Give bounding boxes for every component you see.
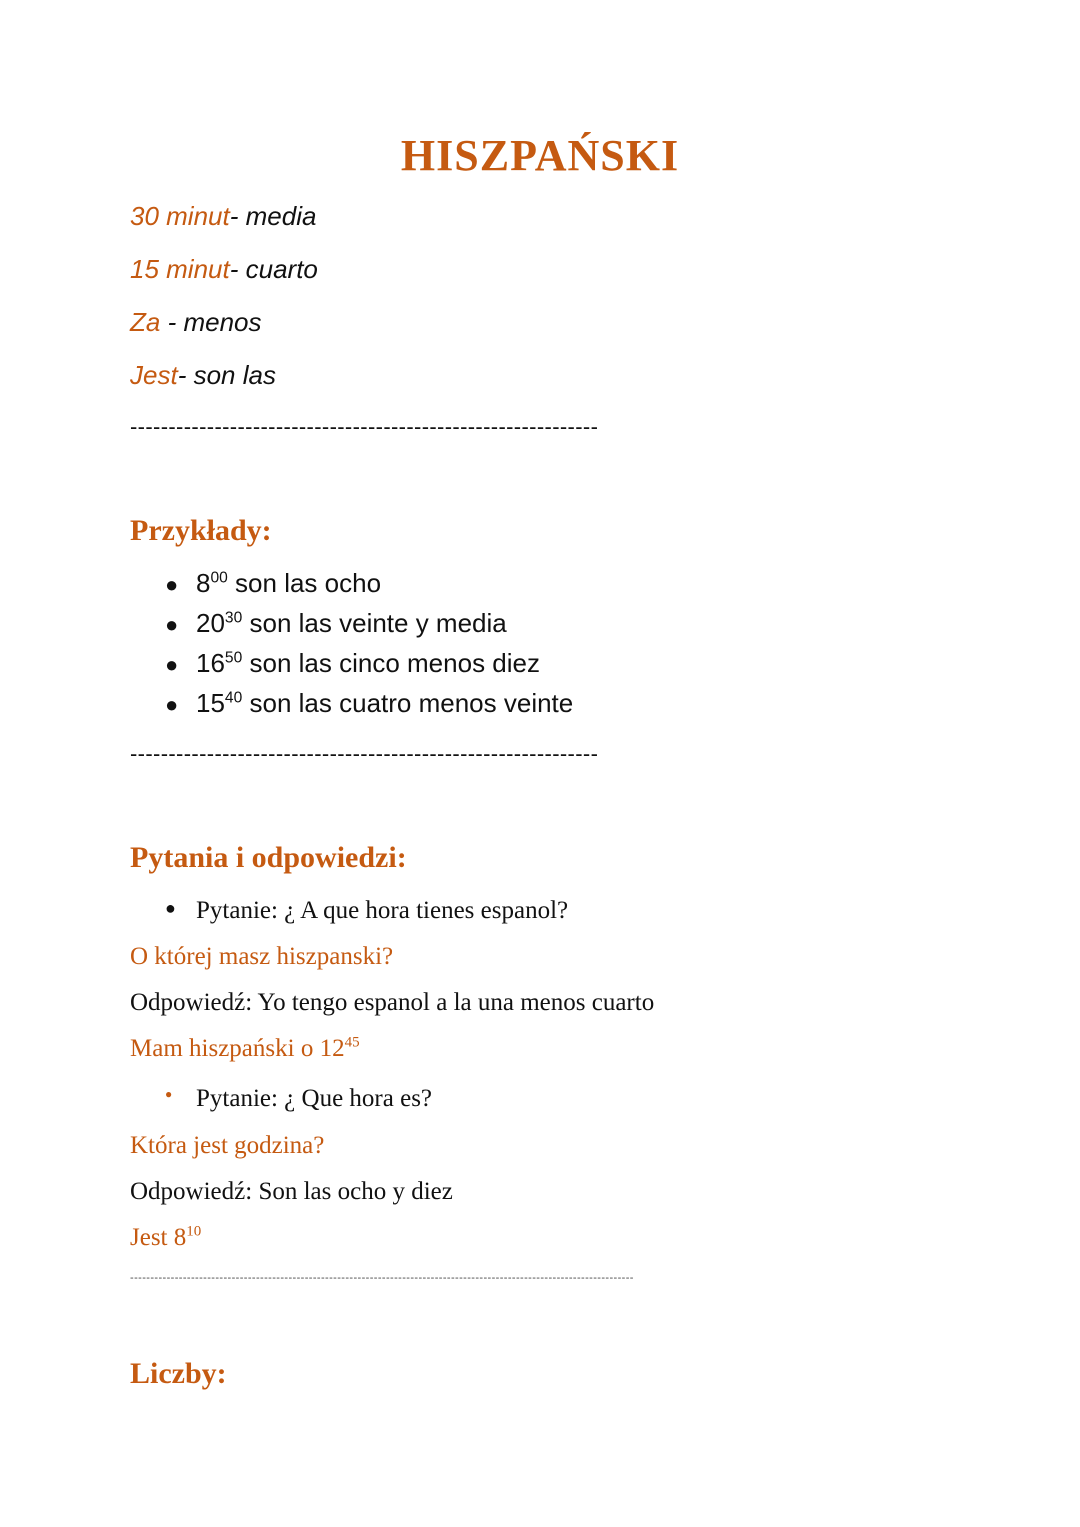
vocab-spanish: son las (193, 360, 276, 390)
example-item (165, 648, 540, 679)
answer-translation (130, 1224, 201, 1252)
answer-translation-minutes: 45 (344, 1034, 360, 1051)
bullet-icon: ● (165, 692, 179, 717)
examples-heading: Przykłady: (130, 514, 272, 547)
answer-translation (130, 1035, 360, 1063)
vocab-item (130, 201, 316, 232)
example-text: son las ocho (227, 568, 382, 598)
vocab-item (130, 360, 276, 391)
example-text: son las cuatro menos veinte (242, 688, 574, 718)
question (165, 1085, 432, 1113)
vocab-separator: - (160, 307, 184, 337)
vocab-polish: Za (130, 307, 161, 337)
bullet-icon: ● (165, 898, 176, 918)
vocab-polish: Jest (130, 360, 178, 390)
answer-translation-text: Mam hiszpański o 12 (130, 1035, 345, 1062)
example-item (165, 688, 573, 719)
vocab-spanish: cuarto (245, 254, 318, 284)
vocab-spanish: media (245, 201, 317, 231)
answer: Odpowiedź: Son las ocho y diez (130, 1178, 453, 1205)
bullet-icon: ● (165, 1087, 173, 1101)
numbers-heading: Liczby: (130, 1357, 227, 1390)
example-minutes: 00 (210, 569, 228, 587)
question-text: Pytanie: ¿ Que hora es? (196, 1085, 433, 1112)
divider: ------------------------------------------------------------- (130, 741, 599, 766)
example-minutes: 30 (224, 609, 243, 627)
answer-translation-minutes: 10 (186, 1223, 202, 1240)
question-translation: Która jest godzina? (130, 1132, 325, 1159)
vocab-spanish: menos (183, 307, 262, 337)
vocab-item (130, 254, 318, 285)
question (165, 897, 568, 925)
example-hour: 16 (196, 648, 225, 678)
vocab-separator: - (229, 201, 246, 231)
vocab-separator: - (177, 360, 194, 390)
question-text: Pytanie: ¿ A que hora tienes espanol? (196, 897, 569, 924)
vocab-polish: 30 minut (130, 201, 230, 231)
vocab-polish: 15 minut (130, 254, 230, 284)
example-hour: 15 (196, 688, 225, 718)
example-text: son las veinte y media (242, 608, 507, 638)
example-item (165, 608, 507, 639)
example-text: son las cinco menos diez (242, 648, 540, 678)
question-translation: O której masz hiszpanski? (130, 943, 394, 970)
example-minutes: 50 (224, 649, 243, 667)
answer: Odpowiedź: Yo tengo espanol a la una menos cuarto (130, 989, 655, 1016)
divider: ------------------------------------------------------------- (130, 414, 599, 439)
example-hour: 8 (196, 568, 211, 598)
bullet-icon: ● (165, 572, 179, 597)
qa-heading: Pytania i odpowiedzi: (130, 841, 407, 874)
bullet-icon: ● (165, 612, 179, 637)
vocab-item (130, 307, 262, 338)
example-item (165, 568, 381, 599)
example-hour: 20 (196, 608, 225, 638)
answer-translation-text: Jest 8 (130, 1224, 187, 1251)
page-title: HISZPAŃSKI (400, 131, 680, 180)
vocab-separator: - (229, 254, 246, 284)
example-minutes: 40 (224, 689, 243, 707)
bullet-icon: ● (165, 652, 179, 677)
divider: ---------------------------------------------------------------------------------------------------------------------------- (130, 1272, 634, 1284)
